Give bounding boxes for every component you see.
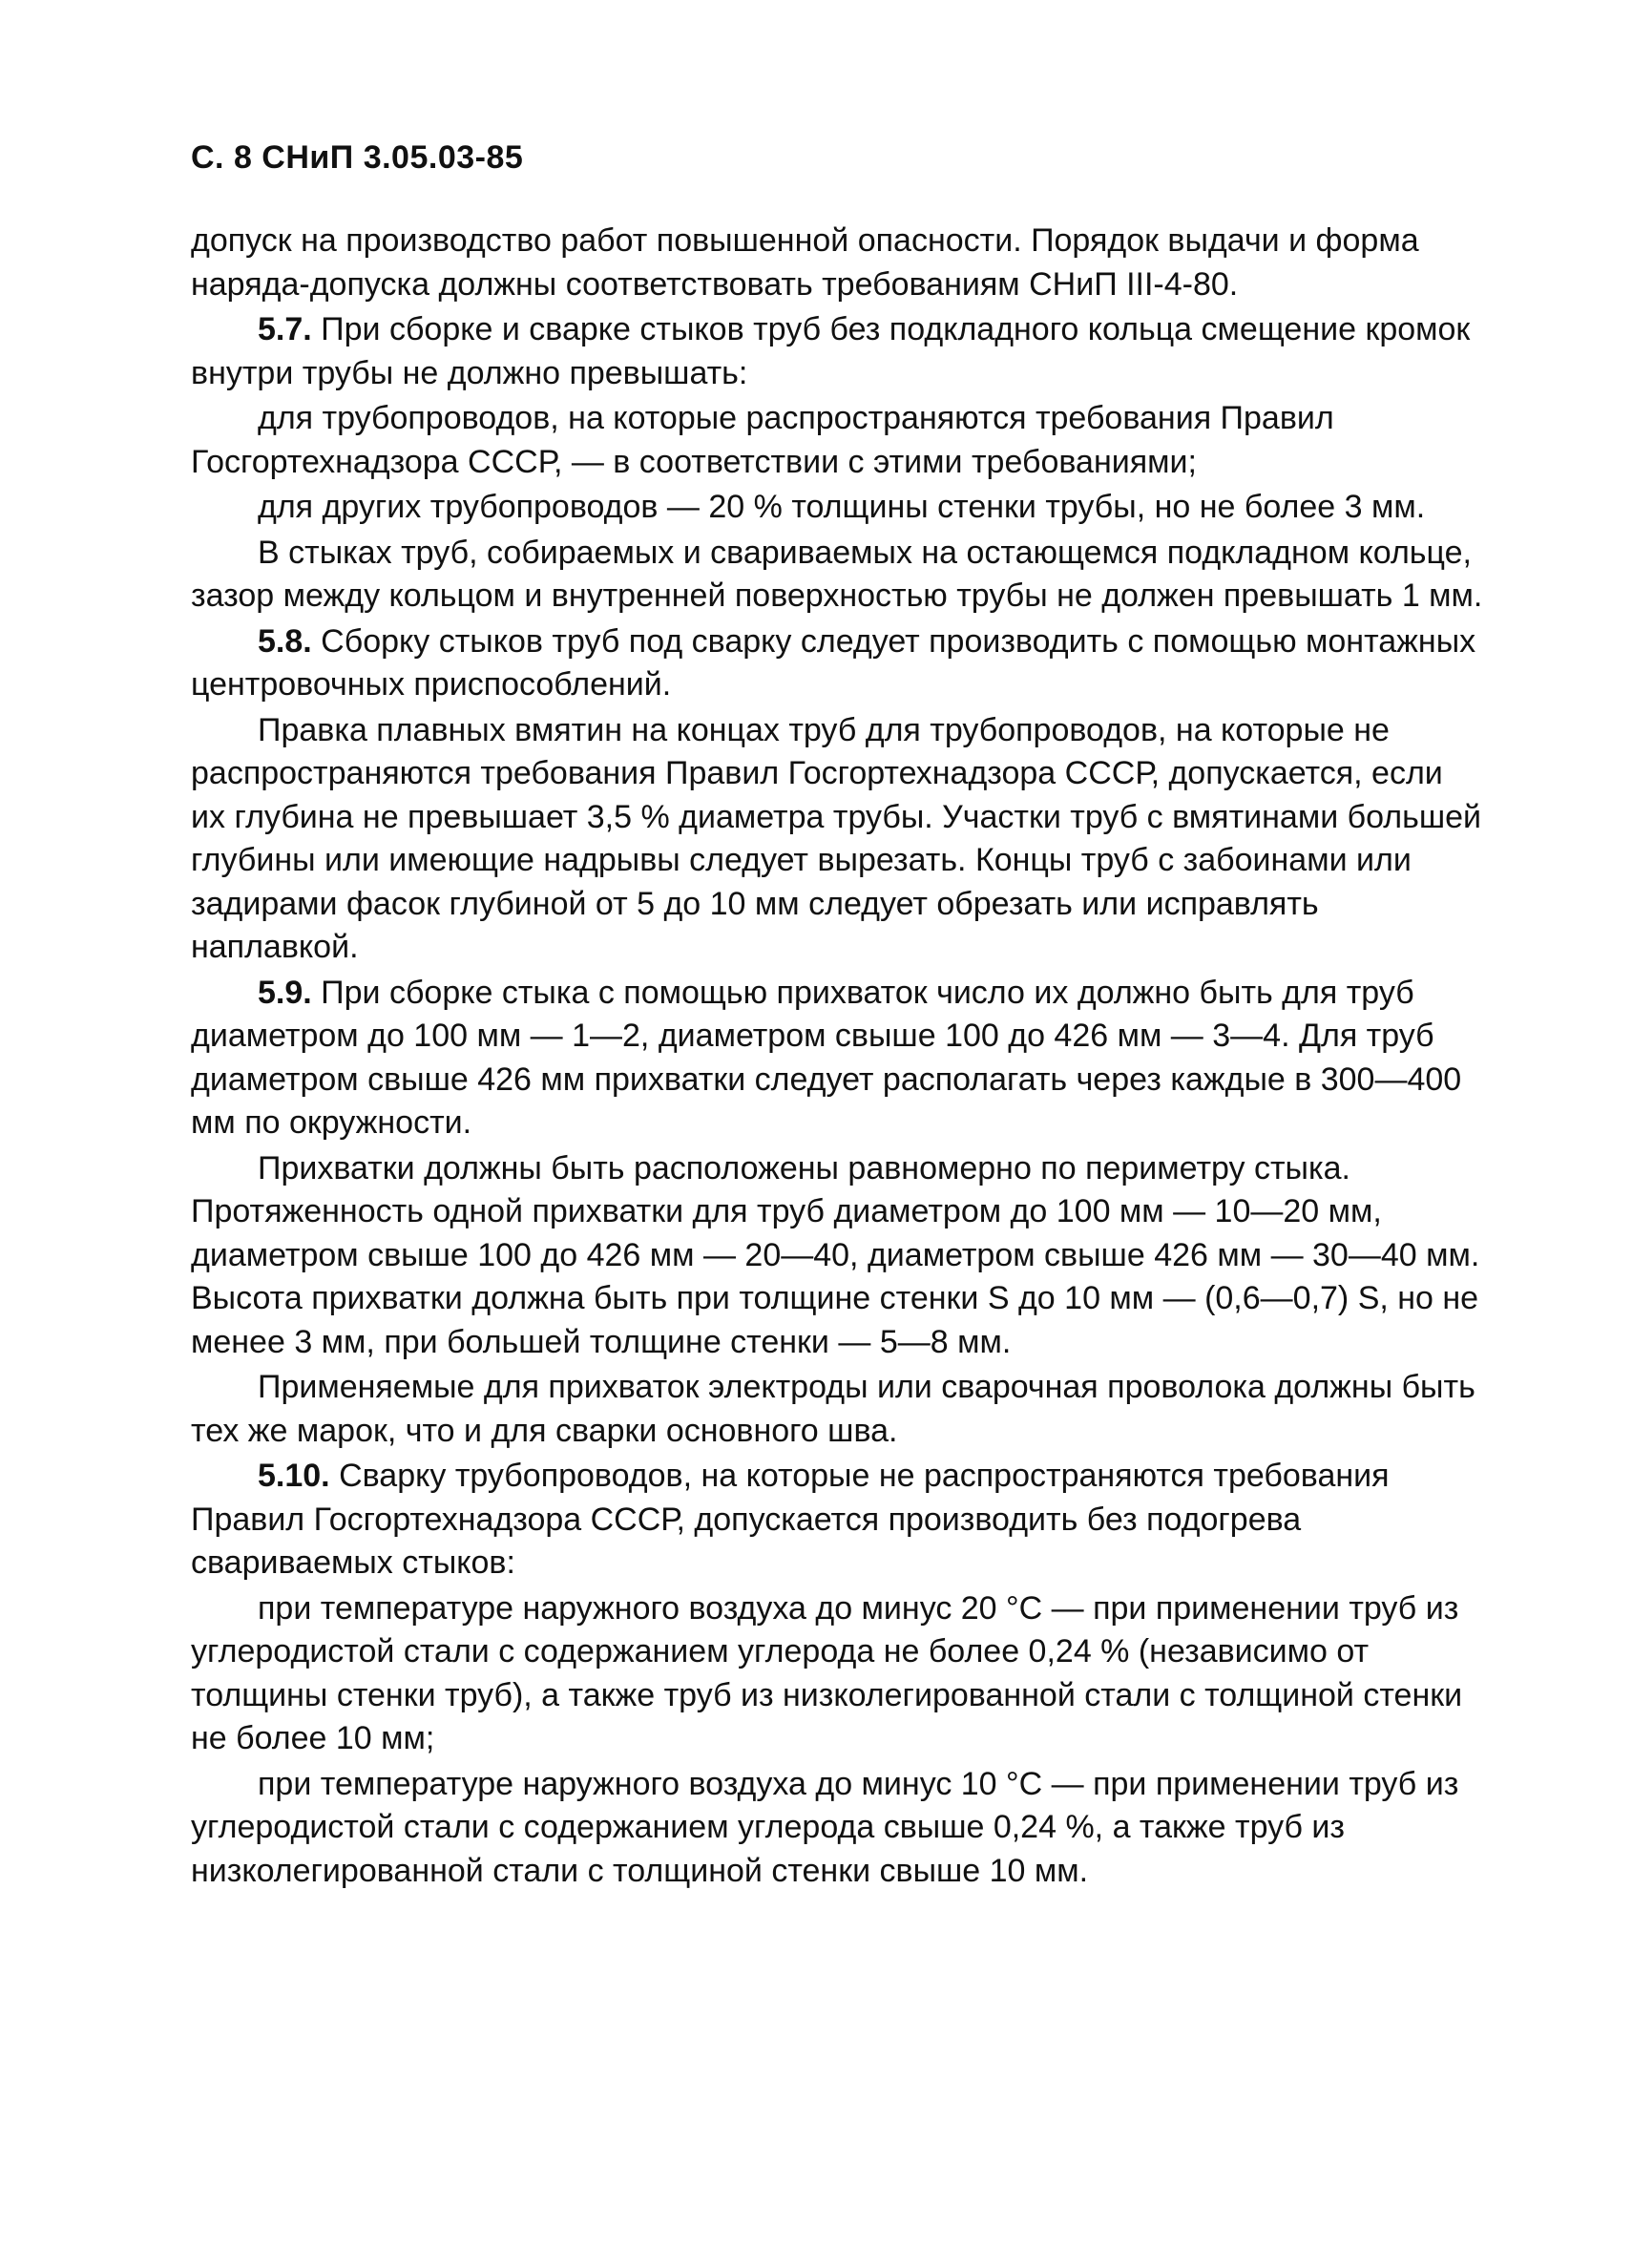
paragraph-continuation [191, 220, 1484, 306]
paragraph-text: Прихватки должны быть расположены равномерно по периметру стыка. Протяженность одной прихватки для труб диаметром до 100 мм — 10—20 мм, диаметром свыше 100 до 426 мм — 20—40, диаметром свыше 426 мм — 30—40 мм. Высота прихватки должна быть при толщине стенки S до 10 мм — (0,6—0,7) S, но не менее 3 мм, при большей толщине стенки — 5—8 мм. [191, 1149, 1480, 1360]
paragraph-5-7-item-2 [191, 486, 1484, 530]
paragraph-5-10 [191, 1455, 1484, 1586]
paragraph-text: допуск на производство работ повышенной опасности. Порядок выдачи и форма наряда-допуска должны соответствовать требованиям СНиП III-4-80. [191, 222, 1419, 303]
paragraph-text: при температуре наружного воздуха до минус 10 °С — при применении труб из углеродистой стали с содержанием углерода свыше 0,24 %, а также труб из низколегированной стали с толщиной стенки свыше 10 мм. [191, 1765, 1459, 1889]
paragraph-5-9-tacks [191, 1147, 1484, 1365]
paragraph-5-9 [191, 972, 1484, 1145]
paragraph-text: При сборке стыка с помощью прихваток число их должно быть для труб диаметром до 100 мм — 1—2, диаметром свыше 100 до 426 мм — 3—4. Для труб диаметром свыше 426 мм прихватки следует располагать через каждые в 300—400 мм по окружности. [191, 974, 1462, 1141]
document-body [191, 220, 1484, 1893]
paragraph-text: Сборку стыков труб под сварку следует производить с помощью монтажных центровочных приспособлений. [191, 622, 1476, 703]
paragraph-number: 5.9. [258, 974, 312, 1011]
paragraph-5-9-electrodes [191, 1366, 1484, 1453]
paragraph-5-7-ring-gap [191, 532, 1484, 619]
paragraph-5-10-item-1 [191, 1587, 1484, 1761]
paragraph-text: Сварку трубопроводов, на которые не распространяются требования Правил Госгортехнадзора СССР, допускается производить без подогрева свариваемых стыков: [191, 1458, 1390, 1581]
paragraph-5-8-dents [191, 709, 1484, 970]
paragraph-5-8 [191, 620, 1484, 707]
paragraph-5-7-item-1 [191, 397, 1484, 484]
paragraph-text: Правка плавных вмятин на концах труб для трубопроводов, на которые не распространяются требования Правил Госгортехнадзора СССР, допускается, если их глубина не превышает 3,5 % диаметра трубы. Участки труб с вмятинами большей глубины или имеющие надрывы следует вырезать. Концы труб с забоинами или задирами фасок глубиной от 5 до 10 мм следует обрезать или исправлять наплавкой. [191, 711, 1482, 965]
paragraph-text: При сборке и сварке стыков труб без подкладного кольца смещение кромок внутри трубы не должно превышать: [191, 311, 1471, 391]
paragraph-text: при температуре наружного воздуха до минус 20 °С — при применении труб из углеродистой стали с содержанием углерода не более 0,24 % (независимо от толщины стенки труб), а также труб из низколегированной стали с толщиной стенки не более 10 мм; [191, 1589, 1463, 1756]
page-header: С. 8 СНиП 3.05.03-85 [191, 139, 524, 176]
paragraph-5-10-item-2 [191, 1763, 1484, 1894]
paragraph-number: 5.8. [258, 622, 312, 660]
paragraph-text: Применяемые для прихваток электроды или сварочная проволока должны быть тех же марок, что и для сварки основного шва. [191, 1369, 1475, 1449]
paragraph-number: 5.10. [258, 1458, 330, 1494]
paragraph-text: для других трубопроводов — 20 % толщины стенки трубы, но не более 3 мм. [258, 489, 1426, 525]
paragraph-5-7 [191, 308, 1484, 395]
paragraph-text: для трубопроводов, на которые распространяются требования Правил Госгортехнадзора СССР, — в соответствии с этими требованиями; [191, 400, 1334, 480]
paragraph-number: 5.7. [258, 311, 312, 347]
paragraph-text: В стыках труб, собираемых и свариваемых на остающемся подкладном кольце, зазор между кольцом и внутренней поверхностью трубы не должен превышать 1 мм. [191, 534, 1483, 614]
